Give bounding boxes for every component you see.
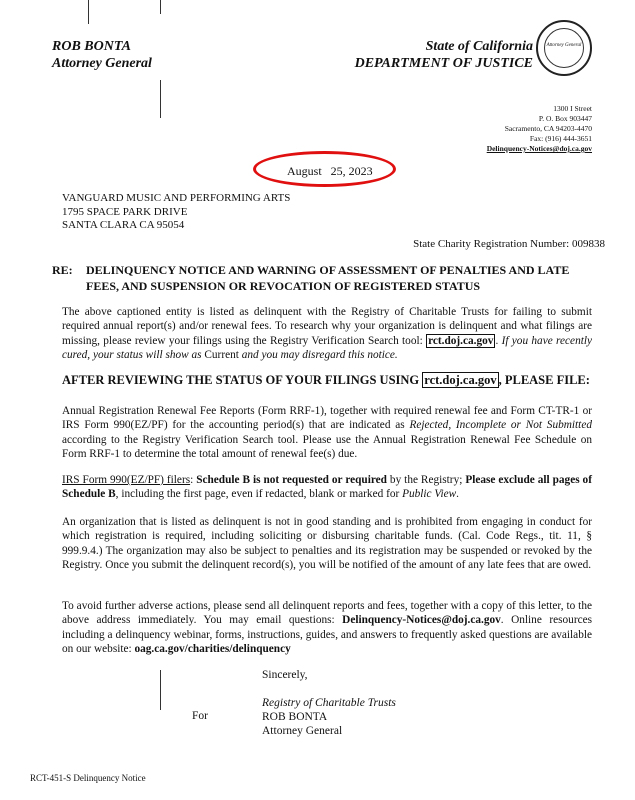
signature-name: ROB BONTA xyxy=(262,711,328,723)
address-po-box: P. O. Box 903447 xyxy=(538,114,592,123)
ag-title: Attorney General xyxy=(52,56,152,71)
address-city: Sacramento, CA 94203-4470 xyxy=(504,124,592,133)
charity-registration-number: State Charity Registration Number: 009838 xyxy=(413,238,605,250)
rct-link[interactable]: rct.doj.ca.gov xyxy=(428,334,494,347)
address-fax: Fax: (916) 444-3651 xyxy=(529,134,592,143)
scan-mark xyxy=(160,80,161,118)
filing-heading: AFTER REVIEWING THE STATUS OF YOUR FILINGS USING rct.doj.ca.gov , PLEASE FILE: xyxy=(62,373,590,387)
attorney-general-header xyxy=(52,38,152,72)
paragraph-delinquent-status: The above captioned entity is listed as delinquent with the Registry of Charitable Trusts for failing to submit required annual report(s) and/or renewal fees. To research why your organization is delinquent and what filings are missing, please review your filings using the Registry Verification Search tool: rct.doj.ca.gov . If you have recently cured, your status will show as Current and you may disregard this notice. xyxy=(62,306,593,361)
address-street: 1300 I Street xyxy=(553,104,592,113)
address-email-link[interactable]: Delinquency-Notices@doj.ca.gov xyxy=(486,144,592,153)
rct-link-heading[interactable]: rct.doj.ca.gov xyxy=(424,373,497,387)
website-link[interactable]: oag.ca.gov/charities/delinquency xyxy=(134,642,291,655)
paragraph-good-standing: An organization that is listed as delinquent is not in good standing and is prohibited from engaging in conduct for which registration is required, including soliciting or disbursing charitable funds. (Cal. Code Regs., tit. 11, § 999.9.4.) The organization may also be subject to penalties and its registration may be suspended or revoked by the Registry. Once you submit the delinquent record(s), you will be notified of the amount of any late fees that are owed. xyxy=(62,516,592,571)
paragraph-renewal-reports: Annual Registration Renewal Fee Reports (Form RRF-1), together with required renewal fee and Form CT-TR-1 or IRS Form 990(EZ/PF) for the accounting period(s) that are indicated as Rejected, Incomplete or Not Submitted according to the Registry Verification Search tool. Please use the Annual Registration Renewal Fee Schedule on Form RRF-1 to determine the total amount of renewal fee(s) due. xyxy=(62,405,592,460)
state-seal-icon xyxy=(536,20,592,76)
recipient-city: SANTA CLARA CA 95054 xyxy=(62,219,185,231)
signature-registry: Registry of Charitable Trusts xyxy=(262,697,396,709)
department-name: DEPARTMENT OF JUSTICE xyxy=(354,56,533,71)
scan-mark xyxy=(88,0,89,24)
closing-for: For xyxy=(192,710,208,722)
ag-name: ROB BONTA xyxy=(52,39,131,54)
department-header xyxy=(355,38,533,72)
paragraph-schedule-b: IRS Form 990(EZ/PF) filers: Schedule B is not requested or required by the Registry; Please exclude all pages of Schedule B, including the first page, even if redacted, blank or marked for Public View. xyxy=(62,474,592,501)
return-address xyxy=(487,104,592,154)
recipient-name: VANGUARD MUSIC AND PERFORMING ARTS xyxy=(62,192,291,204)
form-footer: RCT-451-S Delinquency Notice xyxy=(30,773,146,783)
state-name: State of California xyxy=(425,39,533,54)
recipient-street: 1795 SPACE PARK DRIVE xyxy=(62,205,188,218)
paragraph-contact: To avoid further adverse actions, please send all delinquent reports and fees, together with a copy of this letter, to the above address immediately. You may email questions: Delinquency-Notices@doj.ca.gov. Online resources including a delinquency webinar, forms, instructions, guides, and answers to frequently asked questions are available on our website: oag.ca.gov/charities/delinquency xyxy=(62,600,593,655)
re-subject: DELINQUENCY NOTICE AND WARNING OF ASSESSMENT OF PENALTIES AND LATE FEES, AND SUSPENSION OR REVOCATION OF REGISTERED STATUS xyxy=(86,263,570,293)
signature-block xyxy=(262,696,396,738)
letter-date: August 25, 2023 xyxy=(287,164,373,178)
closing-sincerely: Sincerely, xyxy=(262,669,308,681)
scan-mark xyxy=(160,670,161,710)
seal-text: Attorney General xyxy=(546,43,582,48)
signature-title: Attorney General xyxy=(262,725,343,737)
scan-mark xyxy=(160,0,161,14)
re-label: RE: xyxy=(52,263,73,277)
recipient-address xyxy=(62,192,290,233)
contact-email-link[interactable]: Delinquency-Notices@doj.ca.gov xyxy=(342,614,501,627)
